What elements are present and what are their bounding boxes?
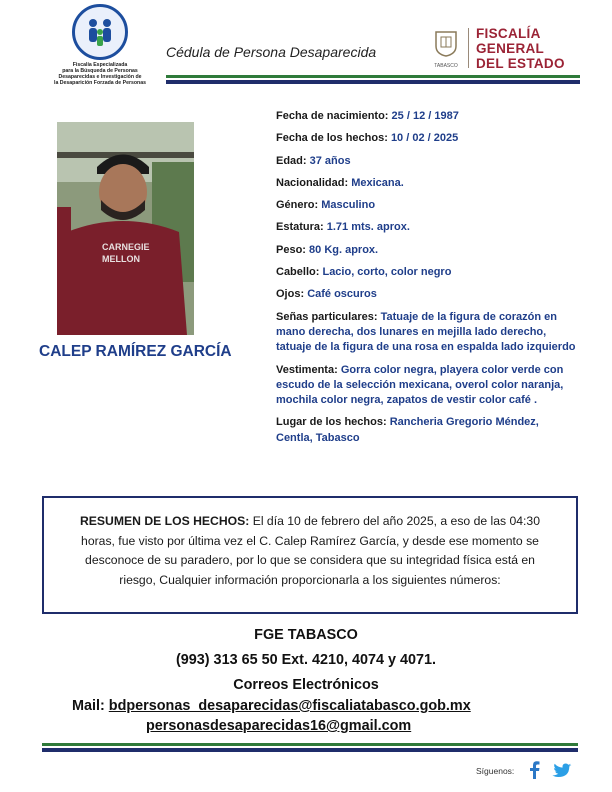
person-photo xyxy=(57,122,194,335)
header-rule-navy xyxy=(166,80,580,84)
header-divider xyxy=(468,28,469,68)
people-emblem-icon xyxy=(72,4,128,60)
field-weight: Peso: 80 Kg. aprox. xyxy=(276,243,379,256)
mail-line xyxy=(72,698,471,714)
field-distinguishing-marks: Señas particulares: Tatuaje de la figura de corazón en mano derecha, dos lunares en mejilla lado derecho, tatuaje de la figura de una rosa en espalda lado izquierdo xyxy=(276,310,576,354)
svg-text:MELLON: MELLON xyxy=(102,254,140,264)
summary-label: RESUMEN DE LOS HECHOS: xyxy=(80,514,250,528)
summary-box xyxy=(42,496,578,614)
person-details xyxy=(276,109,576,453)
field-gender: Género: Masculino xyxy=(276,199,376,212)
field-height: Estatura: 1.71 mts. aprox. xyxy=(276,221,410,234)
email-link-2[interactable]: personasdesaparecidas16@gmail.com xyxy=(146,718,412,734)
phone-numbers: (993) 313 65 50 Ext. 4210, 4074 y 4071. xyxy=(175,652,437,668)
person-name: CALEP RAMÍREZ GARCÍA xyxy=(39,343,232,360)
state-seal-icon xyxy=(432,28,460,58)
mail-label: Mail: xyxy=(72,698,105,714)
twitter-icon[interactable] xyxy=(551,763,573,780)
document-title: Cédula de Persona Desaparecida xyxy=(166,44,377,60)
fiscalia-general-logo: FISCALÍA GENERAL DEL ESTADO xyxy=(476,26,565,71)
header-rule-green xyxy=(166,75,580,78)
field-clothing: Vestimenta: Gorra color negra, playera color verde con escudo de la selección mexicana, overol color naranja, mochila color negra, zapatos de vestir color café . xyxy=(276,363,564,407)
field-eyes: Ojos: Café oscuros xyxy=(276,288,377,301)
field-age: Edad: 37 años xyxy=(276,154,351,167)
emails-heading: Correos Electrónicos xyxy=(233,677,379,693)
field-nationality: Nacionalidad: Mexicana. xyxy=(276,176,404,189)
footer-rule-navy xyxy=(42,748,578,752)
facebook-icon[interactable] xyxy=(527,761,541,779)
fiscalia-busqueda-logo xyxy=(40,4,160,86)
field-birthdate: Fecha de nacimiento: 25 / 12 / 1987 xyxy=(276,110,459,122)
field-location: Lugar de los hechos: Rancheria Gregorio Méndez, Centla, Tabasco xyxy=(276,416,539,444)
follow-label: Síguenos: xyxy=(476,766,515,776)
summary-text: El día 10 de febrero del año 2025, a eso de las 04:30 horas, fue visto por última vez el C. Calep Ramírez García, y desde ese momento se desconoce de su paradero, por lo que se considera que su integridad física está en riesgo, Cualquier información proporcionarla a los siguientes números: xyxy=(81,514,540,587)
footer-rule-green xyxy=(42,743,578,746)
field-hair: Cabello: Lacio, corto, color negro xyxy=(276,266,452,279)
tabasco-seal: TABASCO xyxy=(428,28,464,69)
agency-name: FGE TABASCO xyxy=(254,627,358,643)
field-event-date: Fecha de los hechos: 10 / 02 / 2025 xyxy=(276,132,459,145)
org-name: Fiscalía Especializada para la Búsqueda de Personas Desaparecidas e Investigación de la Desaparición Forzada de Personas xyxy=(54,62,146,86)
email-link-1[interactable]: bdpersonas_desaparecidas@fiscaliatabasco.gob.mx xyxy=(108,698,471,714)
svg-text:CARNEGIE: CARNEGIE xyxy=(102,242,150,252)
